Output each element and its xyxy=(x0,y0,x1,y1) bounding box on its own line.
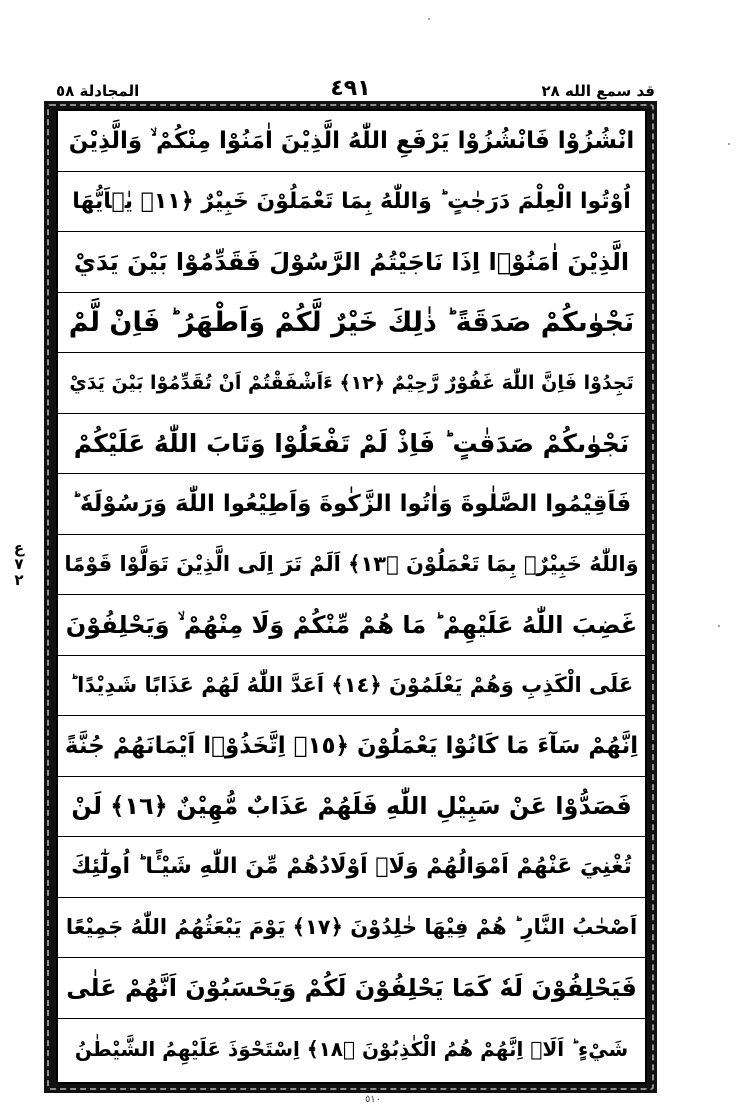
text-line xyxy=(58,232,645,293)
text-line xyxy=(58,535,645,596)
text-area xyxy=(56,109,647,1084)
scan-speck xyxy=(728,143,730,145)
ornamental-border-frame xyxy=(44,101,657,1093)
text-line xyxy=(58,293,645,354)
page-footer-mark: ٥١٠ xyxy=(364,1094,382,1105)
text-line xyxy=(58,414,645,475)
verse-text: غَضِبَ اللّٰهُ عَلَيْهِمْ ؕ مَا هُمْ مِّنْكُمْ وَلَا مِنْهُمْ ۙ وَيَحْلِفُوْنَ xyxy=(65,610,638,639)
verse-text: الَّذِيْنَ اٰمَنُوْۤا اِذَا نَاجَيْتُمُ الرَّسُوْلَ فَقَدِّمُوْا بَيْنَ يَدَيْ xyxy=(73,247,630,276)
verse-text: وَاللّٰهُ خَبِيْرٌۢ بِمَا تَعْمَلُوْنَ ﴿١٣﴾ اَلَمْ تَرَ اِلَى الَّذِيْنَ تَوَلَّوْا قَوْمًا xyxy=(64,552,639,577)
verse-text: فَيَحْلِفُوْنَ لَهٗ كَمَا يَحْلِفُوْنَ لَكُمْ وَيَحْسَبُوْنَ اَنَّهُمْ عَلٰى xyxy=(66,973,637,1002)
verse-text: اُوْتُوا الْعِلْمَ دَرَجٰتٍ ؕ وَاللّٰهُ بِمَا تَعْمَلُوْنَ خَبِيْرٌ ﴿١١﴾ يٰۤاَيُّهَا xyxy=(72,188,631,214)
page-number: ٤٩١ xyxy=(330,76,371,101)
verse-text: نَجْوٰىكُمْ صَدَقٰتٍ ؕ فَاِذْ لَمْ تَفْعَلُوْا وَتَابَ اللّٰهُ عَلَيْكُمْ xyxy=(73,428,630,458)
text-line xyxy=(58,716,645,777)
scan-speck xyxy=(718,625,720,627)
scan-speck xyxy=(428,18,430,20)
verse-text: شَيْءٍ ؕ اَلَاۤ اِنَّهُمْ هُمُ الْكٰذِبُوْنَ ﴿١٨﴾ اِسْتَحْوَذَ عَلَيْهِمُ الشَّيْطٰنُ xyxy=(74,1036,629,1061)
juz-name-label: قد سمع الله ٢٨ xyxy=(541,82,655,100)
verse-text: انْشُزُوْا فَانْشُزُوْا يَرْفَعِ اللّٰهُ الَّذِيْنَ اٰمَنُوْا مِنْكُمْ ۙ وَالَّذِيْنَ xyxy=(68,127,635,154)
text-line xyxy=(58,1019,645,1080)
verse-text: تَجِدُوْا فَاِنَّ اللّٰهَ غَفُوْرٌ رَّحِيْمٌ ﴿١٢﴾ ءَاَشْفَقْتُمْ اَنْ تُقَدِّمُوْا بَيْنَ يَدَيْ xyxy=(69,371,634,394)
text-line xyxy=(58,958,645,1019)
text-line xyxy=(58,353,645,414)
verse-text: فَصَدُّوْا عَنْ سَبِيْلِ اللّٰهِ فَلَهُمْ عَذَابٌ مُّهِيْنٌ ﴿١٦﴾ لَنْ xyxy=(71,792,632,821)
ruku-marker: ع ٧ ٢ xyxy=(13,539,25,589)
verse-text: اَصْحٰبُ النَّارِ ؕ هُمْ فِيْهَا خٰلِدُوْنَ ﴿١٧﴾ يَوْمَ يَبْعَثُهُمُ اللّٰهُ جَمِيْعًا xyxy=(65,915,638,940)
text-line xyxy=(58,898,645,959)
verse-text: اِنَّهُمْ سَآءَ مَا كَانُوْا يَعْمَلُوْنَ ﴿١٥﴾ اِتَّخَذُوْۤا اَيْمَانَهُمْ جُنَّةً xyxy=(64,732,639,759)
text-line xyxy=(58,656,645,717)
text-line xyxy=(58,474,645,535)
text-line xyxy=(58,595,645,656)
verse-text: عَلَى الْكَذِبِ وَهُمْ يَعْلَمُوْنَ ﴿١٤﴾ اَعَدَّ اللّٰهُ لَهُمْ عَذَابًا شَدِيْدًا ؕ xyxy=(69,673,634,698)
text-line xyxy=(58,172,645,233)
verse-text: تُغْنِيَ عَنْهُمْ اَمْوَالُهُمْ وَلَاۤ اَوْلَادُهُمْ مِّنَ اللّٰهِ شَيْـًٔا ؕ اُولٰٓئِكَ xyxy=(71,854,632,880)
text-line xyxy=(58,777,645,838)
verse-text: فَاَقِيْمُوا الصَّلٰوةَ وَاٰتُوا الزَّكٰوةَ وَاَطِيْعُوا اللّٰهَ وَرَسُوْلَهٗ ؕ xyxy=(71,490,632,517)
text-line xyxy=(58,111,645,172)
verse-text: نَجْوٰىكُمْ صَدَقَةً ؕ ذٰلِكَ خَيْرٌ لَّكُمْ وَاَطْهَرُ ؕ فَاِنْ لَّمْ xyxy=(68,306,635,338)
surah-name-label: المجادلة ٥٨ xyxy=(56,82,140,100)
text-line xyxy=(58,837,645,898)
